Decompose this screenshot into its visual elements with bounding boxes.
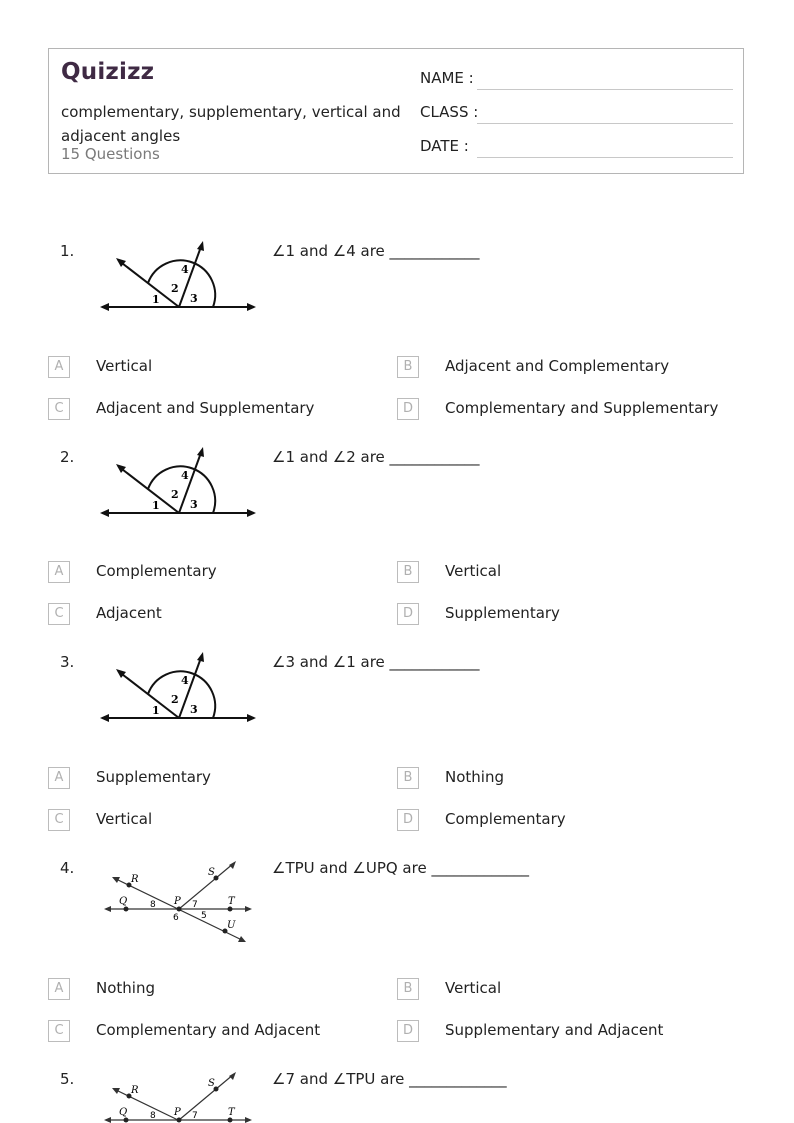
option-c-text[interactable]: Complementary and Adjacent: [96, 1021, 321, 1039]
angle-label-2: 2: [171, 282, 179, 295]
option-a-text[interactable]: Nothing: [96, 979, 155, 997]
worksheet-title: complementary, supplementary, vertical and adjacent angles: [61, 103, 401, 145]
name-label: NAME :: [420, 69, 474, 87]
option-d-text[interactable]: Complementary: [445, 810, 566, 828]
point-label-p: P: [174, 1107, 181, 1118]
option-c-box[interactable]: C: [48, 1020, 70, 1042]
question-number: 2.: [60, 448, 75, 466]
worksheet-header: [48, 48, 744, 174]
option-d-box[interactable]: D: [397, 809, 419, 831]
date-field[interactable]: [477, 157, 733, 158]
option-b-box[interactable]: B: [397, 561, 419, 583]
option-b-text[interactable]: Vertical: [445, 562, 502, 580]
intersecting-lines-diagram: [104, 1069, 254, 1123]
angle-label-3: 3: [190, 292, 198, 305]
option-a-box[interactable]: A: [48, 978, 70, 1000]
point-label-s: S: [208, 867, 215, 878]
question-number: 5.: [60, 1070, 75, 1088]
point-label-u: U: [227, 920, 236, 931]
point-label-q: Q: [119, 1107, 128, 1118]
point-label-s: S: [208, 1078, 215, 1089]
option-c-box[interactable]: C: [48, 603, 70, 625]
angle-diagram: [98, 240, 258, 316]
question-number: 1.: [60, 242, 75, 260]
option-a-text[interactable]: Vertical: [96, 357, 153, 375]
option-a-text[interactable]: Supplementary: [96, 768, 211, 786]
angle-label-5: 5: [201, 911, 207, 921]
point-label-p: P: [174, 896, 181, 907]
option-a-box[interactable]: A: [48, 767, 70, 789]
question-number: 4.: [60, 859, 75, 877]
angle-label-3: 3: [190, 498, 198, 511]
question-count: 15 Questions: [61, 145, 160, 163]
option-b-text[interactable]: Vertical: [445, 979, 502, 997]
option-c-text[interactable]: Adjacent and Supplementary: [96, 399, 315, 417]
angle-label-6: 6: [173, 913, 179, 923]
point-label-t: T: [228, 896, 235, 907]
angle-label-4: 4: [181, 263, 189, 276]
angle-label-1: 1: [152, 499, 160, 512]
option-d-box[interactable]: D: [397, 398, 419, 420]
angle-label-1: 1: [152, 704, 160, 717]
point-label-q: Q: [119, 896, 128, 907]
question-text: ∠TPU and ∠UPQ are _____________: [272, 859, 529, 877]
angle-diagram: [98, 651, 258, 727]
angle-label-2: 2: [171, 488, 179, 501]
angle-label-7: 7: [192, 1111, 198, 1121]
question-text: ∠1 and ∠4 are ____________: [272, 242, 480, 260]
class-field[interactable]: [477, 123, 733, 124]
option-a-text[interactable]: Complementary: [96, 562, 217, 580]
class-label: CLASS :: [420, 103, 479, 121]
question-text: ∠3 and ∠1 are ____________: [272, 653, 480, 671]
option-a-box[interactable]: A: [48, 356, 70, 378]
point-label-r: R: [131, 874, 139, 885]
option-b-box[interactable]: B: [397, 767, 419, 789]
angle-label-4: 4: [181, 674, 189, 687]
angle-label-8: 8: [150, 1111, 156, 1121]
option-b-box[interactable]: B: [397, 356, 419, 378]
option-d-text[interactable]: Supplementary: [445, 604, 560, 622]
intersecting-lines-diagram: [104, 858, 254, 948]
angle-label-1: 1: [152, 293, 160, 306]
option-b-text[interactable]: Nothing: [445, 768, 504, 786]
option-b-box[interactable]: B: [397, 978, 419, 1000]
option-b-text[interactable]: Adjacent and Complementary: [445, 357, 670, 375]
angle-diagram: [98, 446, 258, 522]
point-label-t: T: [228, 1107, 235, 1118]
question-text: ∠7 and ∠TPU are _____________: [272, 1070, 507, 1088]
option-a-box[interactable]: A: [48, 561, 70, 583]
question-number: 3.: [60, 653, 75, 671]
option-c-text[interactable]: Vertical: [96, 810, 153, 828]
angle-label-3: 3: [190, 703, 198, 716]
angle-label-2: 2: [171, 693, 179, 706]
question-text: ∠1 and ∠2 are ____________: [272, 448, 480, 466]
angle-label-7: 7: [192, 900, 198, 910]
option-c-box[interactable]: C: [48, 809, 70, 831]
angle-label-4: 4: [181, 469, 189, 482]
point-label-r: R: [131, 1085, 139, 1096]
option-d-text[interactable]: Complementary and Supplementary: [445, 399, 719, 417]
quizizz-logo: Quizizz: [61, 59, 155, 85]
angle-label-8: 8: [150, 900, 156, 910]
option-c-box[interactable]: C: [48, 398, 70, 420]
option-d-text[interactable]: Supplementary and Adjacent: [445, 1021, 664, 1039]
date-label: DATE :: [420, 137, 469, 155]
name-field[interactable]: [477, 89, 733, 90]
option-d-box[interactable]: D: [397, 1020, 419, 1042]
option-c-text[interactable]: Adjacent: [96, 604, 162, 622]
option-d-box[interactable]: D: [397, 603, 419, 625]
